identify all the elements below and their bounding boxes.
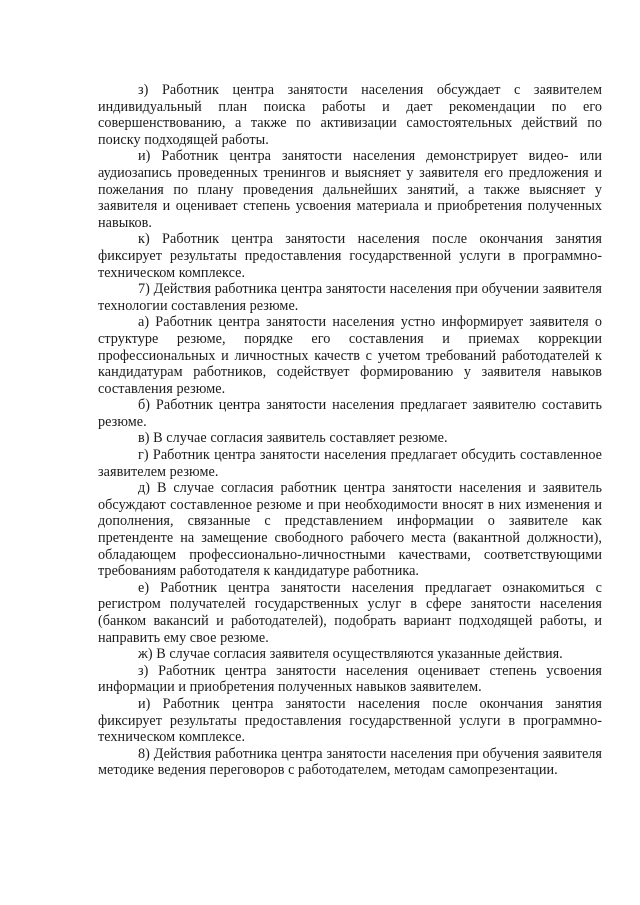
paragraph-g: г) Работник центра занятости населения предлагает обсудить составленное заявителем резюме.	[98, 447, 602, 480]
paragraph-section-7: 7) Действия работника центра занятости населения при обучении заявителя технологии составления резюме.	[98, 281, 602, 314]
document-body	[98, 82, 602, 779]
paragraph-d: д) В случае согласия работник центра занятости населения и заявитель обсуждают составленное резюме и при необходимости вносят в них изменения и дополнения, связанные с представлением информации о заявителе как претенденте на замещение свободного рабочего места (вакантной должности), обладающем профессионально-личностными качествами, соответствующими требованиям работодателя к кандидатуре работника.	[98, 480, 602, 580]
paragraph-e: е) Работник центра занятости населения предлагает ознакомиться с регистром получателей государственных услуг в сфере занятости населения (банком вакансий и работодателей), подобрать вариант подходящей работы, и направить ему свое резюме.	[98, 579, 602, 646]
paragraph-i-2: и) Работник центра занятости населения после окончания занятия фиксирует результаты предоставления государственной услуги в программно-техническом комплексе.	[98, 695, 602, 746]
paragraph-section-8: 8) Действия работника центра занятости населения при обучения заявителя методике ведения переговоров с работодателем, методам самопрезентации.	[98, 745, 602, 779]
paragraph-z: з) Работник центра занятости населения обсуждает с заявителем индивидуальный план поиска работы и дает рекомендации по его совершенствованию, а также по активизации самостоятельных действий по поиску подходящей работы.	[98, 82, 602, 148]
paragraph-v: в) В случае согласия заявитель составляет резюме.	[138, 430, 448, 447]
paragraph-a: а) Работник центра занятости населения устно информирует заявителя о структуре резюме, порядке его составления и приемах коррекции профессиональных и личностных качеств с учетом требований работодателей к кандидатурам работников, содействует формированию у заявителя навыков составления резюме.	[98, 314, 602, 397]
paragraph-b: б) Работник центра занятости населения предлагает заявителю составить резюме.	[98, 397, 602, 430]
paragraph-k: к) Работник центра занятости населения после окончания занятия фиксирует результаты предоставления государственной услуги в программно-техническом комплексе.	[98, 231, 602, 281]
paragraph-zh: ж) В случае согласия заявителя осуществляются указанные действия.	[138, 646, 563, 663]
paragraph-z-2: з) Работник центра занятости населения оценивает степень усвоения информации и приобретения полученных навыков заявителем.	[98, 662, 602, 696]
paragraph-i: и) Работник центра занятости населения демонстрирует видео- или аудиозапись проведенных тренингов и выясняет у заявителя его предложения и пожелания по плану проведения дальнейших занятий, а также выясняет у заявителя и оценивает степень усвоения материала и приобретения полученных навыков.	[98, 148, 602, 231]
